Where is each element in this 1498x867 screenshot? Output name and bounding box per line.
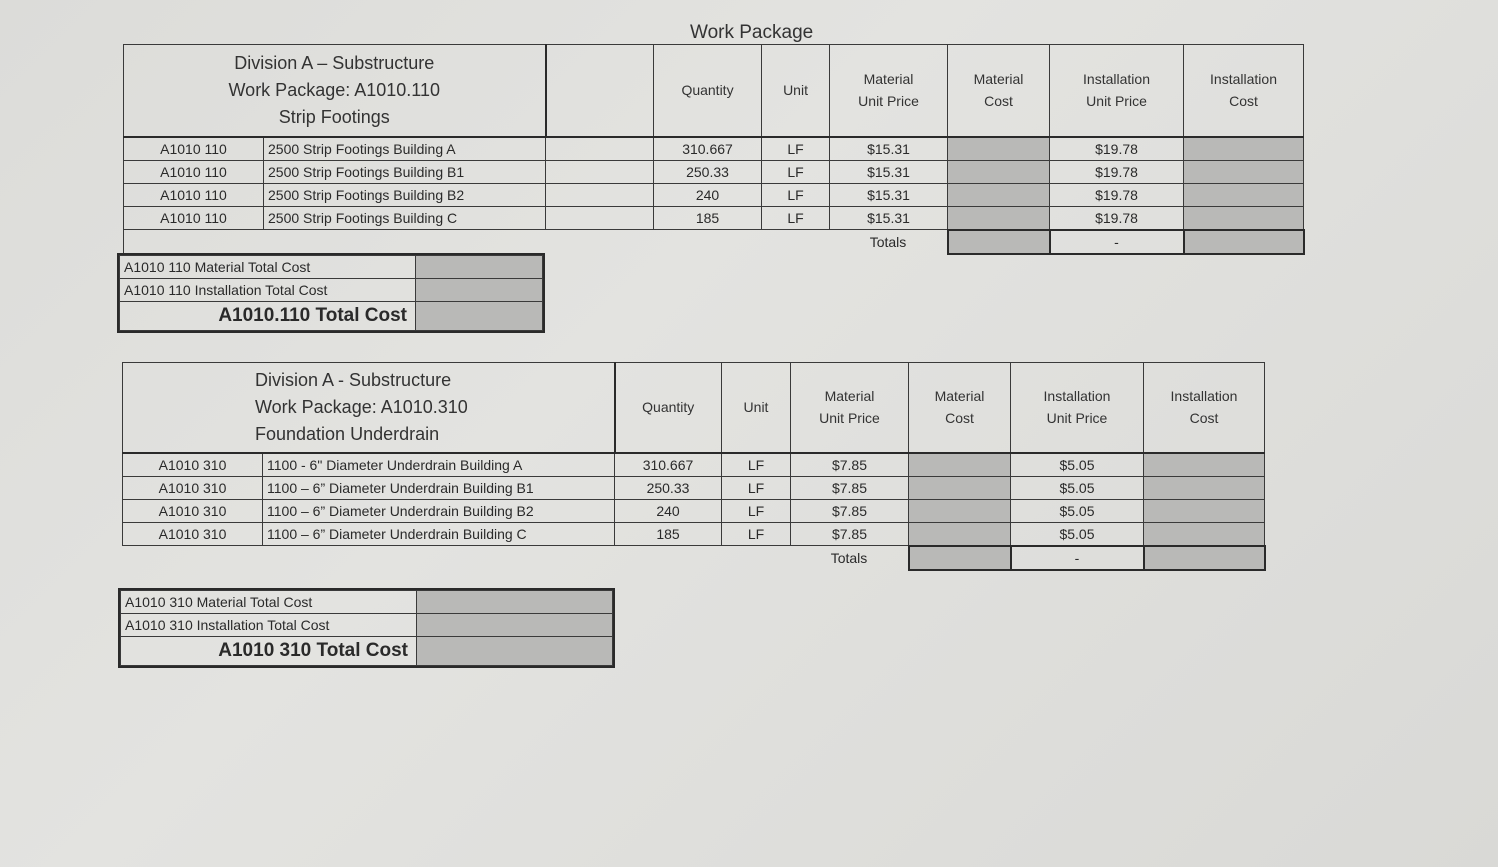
package-title (123, 363, 615, 453)
row-material-unit-price: $15.31 (830, 183, 948, 206)
header-material-unit-price: Material Unit Price (830, 45, 948, 137)
row-installation-cost[interactable] (1184, 183, 1304, 206)
row-installation-unit-price: $19.78 (1050, 183, 1184, 206)
grand-total-label: A1010.110 Total Cost (120, 302, 416, 331)
header-material-unit-price: Material Unit Price (791, 363, 909, 453)
row-material-unit-price: $7.85 (791, 453, 909, 477)
totals-row (124, 230, 1304, 254)
header-installation-unit-price: Installation Unit Price (1050, 45, 1184, 137)
row-code: A1010 110 (124, 206, 264, 230)
table-row (123, 522, 1265, 546)
grand-total-value[interactable] (416, 302, 543, 331)
row-material-unit-price: $7.85 (791, 476, 909, 499)
header-installation-cost: Installation Cost (1144, 363, 1265, 453)
row-material-cost[interactable] (909, 476, 1011, 499)
row-installation-cost[interactable] (1144, 499, 1265, 522)
header-installation-cost: Installation Cost (1184, 45, 1304, 137)
grand-total-value[interactable] (417, 637, 613, 666)
package-a1010-310-summary (120, 590, 613, 666)
row-installation-unit-price: $5.05 (1011, 476, 1144, 499)
row-quantity: 240 (615, 499, 722, 522)
row-code: A1010 110 (124, 160, 264, 183)
material-total-label: A1010 110 Material Total Cost (120, 256, 416, 279)
row-installation-unit-price: $19.78 (1050, 160, 1184, 183)
row-description: 1100 - 6" Diameter Underdrain Building A (263, 453, 615, 477)
row-installation-cost[interactable] (1184, 206, 1304, 230)
row-description: 2500 Strip Footings Building B1 (264, 160, 546, 183)
row-unit: LF (762, 206, 830, 230)
row-material-cost[interactable] (948, 183, 1050, 206)
work-package-label: Work Package: A1010.310 (255, 396, 468, 417)
row-code: A1010 310 (123, 453, 263, 477)
row-installation-unit-price: $19.78 (1050, 137, 1184, 161)
row-material-cost[interactable] (909, 522, 1011, 546)
package-title (124, 45, 546, 137)
installation-total-label: A1010 110 Installation Total Cost (120, 279, 416, 302)
total-installation-unit-price: - (1050, 230, 1184, 254)
total-installation-cost[interactable] (1144, 546, 1265, 570)
table-row (123, 476, 1265, 499)
row-material-unit-price: $15.31 (830, 206, 948, 230)
package-a1010-110-summary (119, 255, 543, 331)
row-material-unit-price: $15.31 (830, 160, 948, 183)
header-material-cost: Material Cost (948, 45, 1050, 137)
row-quantity: 250.33 (654, 160, 762, 183)
package-name-label: Foundation Underdrain (255, 423, 440, 444)
blank-header (546, 45, 654, 137)
header-installation-unit-price: Installation Unit Price (1011, 363, 1144, 453)
table-row (124, 206, 1304, 230)
row-unit: LF (762, 183, 830, 206)
row-description: 2500 Strip Footings Building A (264, 137, 546, 161)
row-installation-unit-price: $19.78 (1050, 206, 1184, 230)
installation-total-value[interactable] (417, 614, 613, 637)
row-material-cost[interactable] (909, 499, 1011, 522)
row-unit: LF (722, 499, 791, 522)
row-material-unit-price: $15.31 (830, 137, 948, 161)
row-description: 2500 Strip Footings Building C (264, 206, 546, 230)
grand-total-label: A1010 310 Total Cost (121, 637, 417, 666)
row-material-unit-price: $7.85 (791, 499, 909, 522)
row-quantity: 240 (654, 183, 762, 206)
row-description: 1100 – 6” Diameter Underdrain Building C (263, 522, 615, 546)
division-label: Division A – Substructure (234, 52, 435, 73)
totals-row (123, 546, 1265, 570)
totals-label: Totals (869, 233, 907, 250)
total-material-cost[interactable] (948, 230, 1050, 254)
row-material-cost[interactable] (948, 137, 1050, 161)
material-total-value[interactable] (416, 256, 543, 279)
row-installation-cost[interactable] (1184, 160, 1304, 183)
material-total-label: A1010 310 Material Total Cost (121, 591, 417, 614)
row-installation-cost[interactable] (1144, 453, 1265, 477)
row-quantity: 310.667 (615, 453, 722, 477)
total-installation-unit-price: - (1011, 546, 1144, 570)
header-material-cost: Material Cost (909, 363, 1011, 453)
row-code: A1010 310 (123, 499, 263, 522)
row-unit: LF (722, 453, 791, 477)
total-material-cost[interactable] (909, 546, 1011, 570)
material-total-value[interactable] (417, 591, 613, 614)
row-unit: LF (762, 160, 830, 183)
table-row (123, 453, 1265, 477)
row-material-cost[interactable] (948, 206, 1050, 230)
blank-cell (546, 206, 654, 230)
page-title: Work Package (690, 22, 814, 43)
blank-cell (546, 160, 654, 183)
installation-total-label: A1010 310 Installation Total Cost (121, 614, 417, 637)
row-material-cost[interactable] (948, 160, 1050, 183)
row-installation-unit-price: $5.05 (1011, 499, 1144, 522)
totals-label: Totals (830, 549, 868, 566)
work-package-label: Work Package: A1010.110 (228, 79, 440, 100)
work-package-a1010-310-table (122, 362, 1266, 571)
package-name-label: Strip Footings (278, 106, 390, 127)
row-description: 1100 – 6” Diameter Underdrain Building B2 (263, 499, 615, 522)
row-description: 1100 – 6” Diameter Underdrain Building B1 (263, 476, 615, 499)
row-unit: LF (722, 522, 791, 546)
blank-cell (546, 137, 654, 161)
work-package-a1010-110-table (123, 44, 1305, 255)
table-row (123, 499, 1265, 522)
row-code: A1010 110 (124, 183, 264, 206)
row-installation-unit-price: $5.05 (1011, 453, 1144, 477)
header-quantity: Quantity (654, 45, 762, 137)
row-code: A1010 110 (124, 137, 264, 161)
table-row (124, 160, 1304, 183)
header-unit: Unit (762, 45, 830, 137)
installation-total-value[interactable] (416, 279, 543, 302)
header-quantity: Quantity (615, 363, 722, 453)
row-quantity: 250.33 (615, 476, 722, 499)
row-description: 2500 Strip Footings Building B2 (264, 183, 546, 206)
row-installation-cost[interactable] (1144, 476, 1265, 499)
total-installation-cost[interactable] (1184, 230, 1304, 254)
row-unit: LF (762, 137, 830, 161)
row-material-unit-price: $7.85 (791, 522, 909, 546)
row-quantity: 310.667 (654, 137, 762, 161)
row-code: A1010 310 (123, 522, 263, 546)
row-installation-cost[interactable] (1144, 522, 1265, 546)
row-unit: LF (722, 476, 791, 499)
division-label: Division A - Substructure (255, 369, 452, 390)
row-installation-cost[interactable] (1184, 137, 1304, 161)
row-installation-unit-price: $5.05 (1011, 522, 1144, 546)
header-unit: Unit (722, 363, 791, 453)
blank-cell (546, 183, 654, 206)
table-row (124, 183, 1304, 206)
row-quantity: 185 (654, 206, 762, 230)
row-code: A1010 310 (123, 476, 263, 499)
row-material-cost[interactable] (909, 453, 1011, 477)
table-row (124, 137, 1304, 161)
row-quantity: 185 (615, 522, 722, 546)
